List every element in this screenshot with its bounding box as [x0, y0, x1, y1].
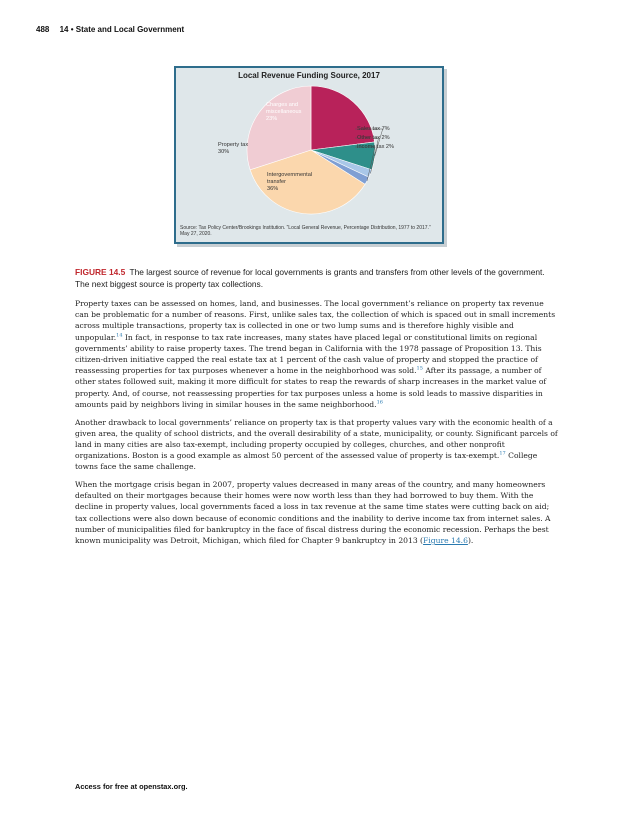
p2-text-b: College towns face the same challenge. [75, 451, 538, 472]
label-other-tax: Other tax 2% [357, 135, 390, 141]
label-charges: Charges and miscellaneous 23% [266, 102, 302, 122]
p1-text-a: Property taxes can be assessed on homes, land, and businesses. The local government’s reliance on property tax revenue can be problematic for a number of reasons. First, unlike sales tax, the collection of which is spaced out in small increments across multiple transactions, property tax is collected in one or two lump sums and is therefore highly visible and unpopular. [75, 299, 556, 342]
p3-text-b: ). [467, 536, 474, 546]
p1-text-c: After its passage, a number of other states followed suit, making it more difficult for states to reap the rewards of sharp increases in the market value of property. And, of course, not reassessing properties for tax purposes unless a home is sold leads to massive disparities in amounts paid by neighbors living in similar houses in the same neighborhood. [75, 366, 547, 409]
footnote-14[interactable]: 14 [116, 332, 123, 339]
chapter-title: 14 • State and Local Government [59, 25, 185, 34]
footnote-15[interactable]: 15 [416, 365, 423, 372]
label-property-tax: Property tax 30% [218, 142, 249, 155]
p1-text-b: In fact, in response to tax rate increases, many states have placed legal or constitutional limits on regional governments’ ability to raise property taxes. The trend began in California with the 1978 passage of Proposition 13. This citizen-driven initiative capped the real estate tax at 1 percent of the cash value of property and stopped the practice of reassessing properties for tax purposes whenever a home in the neighborhood was sold. [75, 332, 542, 376]
running-header [36, 25, 184, 34]
chart-source: Source: Tax Policy Center/Brookings Institution. “Local General Revenue, Percentage Distribution, 1977 to 2017.” May 27, 2020. [180, 225, 431, 237]
footer: Access for free at openstax.org. [75, 782, 188, 791]
figure-label: FIGURE 14.5 [75, 267, 126, 277]
caption-text: The largest source of revenue for local governments is grants and transfers from other levels of the government. The next biggest source is property tax collections. [75, 267, 545, 289]
footnote-16[interactable]: 16 [376, 399, 383, 406]
label-sales-tax: Sales tax 7% [357, 126, 390, 132]
paragraph-3 [75, 479, 559, 546]
paragraph-1 [75, 298, 559, 410]
p3-text-a: When the mortgage crisis began in 2007, property values decreased in many areas of the country, and many homeowners defaulted on their mortgages because their homes were now worth less than they had borrowed to buy them. With the decline in property values, local governments faced a loss in tax revenue at the same time states were cutting back on aid; tax collections were also down because of economic conditions and the inability to derive income tax from internet sales. A number of municipalities filed for bankruptcy in the face of fiscal distress during the economic recession. Perhaps the best known municipality was Detroit, Michigan, which filed for Chapter 9 bankruptcy in 2013 ( [75, 480, 551, 546]
label-intergovernmental: Intergovernmental transfer 36% [267, 172, 313, 192]
chart-title: Local Revenue Funding Source, 2017 [238, 71, 380, 80]
pie-chart [176, 68, 442, 242]
footnote-17[interactable]: 17 [499, 450, 506, 457]
body-text [75, 298, 559, 553]
figure-caption [75, 266, 555, 290]
p2-text-a: Another drawback to local governments’ reliance on property tax is that property values vary with the economic health of a given area, the quality of school districts, and the overall desirability of a state, municipality, or county. Significant parcels of land in many cities are also tax-exempt, including property occupied by colleges, churches, and other nonprofit organizations. Boston is a good example as almost 50 percent of the assessed value of property is tax-exempt. [75, 417, 558, 461]
figure-14-6-link[interactable]: Figure 14.6 [423, 536, 468, 546]
label-income-tax: Income tax 2% [357, 144, 394, 150]
page-number: 488 [36, 25, 50, 34]
figure-14-5 [174, 66, 444, 244]
paragraph-2 [75, 417, 559, 473]
